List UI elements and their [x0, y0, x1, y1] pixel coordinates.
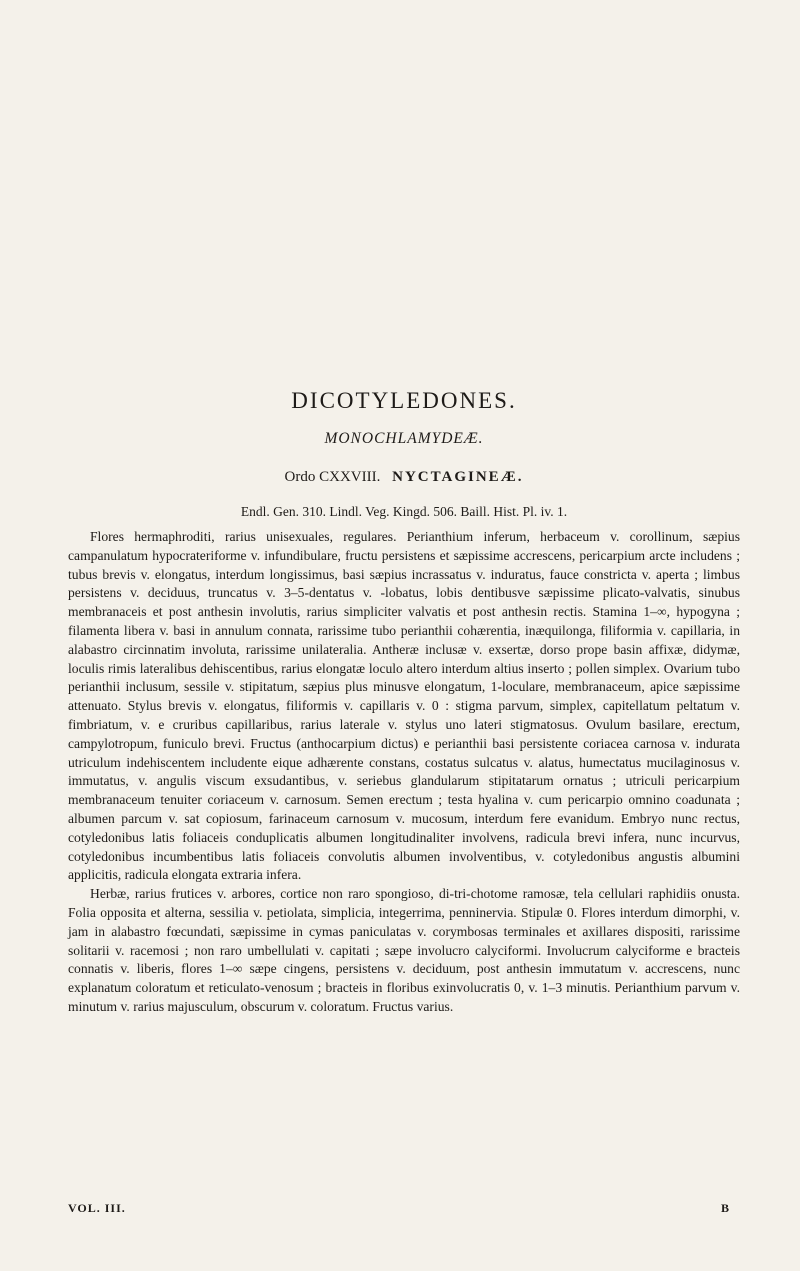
- page-heading: DICOTYLEDONES.: [291, 388, 517, 413]
- page-subheading: MONOCHLAMYDEÆ.: [324, 430, 484, 447]
- signature-mark: B: [720, 1201, 730, 1215]
- paragraph: Flores hermaphroditi, rarius unisexuales, regulares. Perianthium inferum, herbaceum v. corollinum, sæpius campanulatum hypocrateriforme v. infundibulare, fructu persistens et sæpissime accrescens, pericarpium arcte includens ; tubus brevis v. elongatus, interdum longissimus, basi sæpius incrassatus v. induratus, fauce constricta v. aperta ; limbus persistens v. deciduus, truncatus v. 3–5-dentatus v. -lobatus, lobis dentibusve sæpissime plicato-valvatis, sinubus membranaceis et post anthesin involutis, rarius simpliciter valvatis et post anthesin rectis. Stamina 1–∞, hypogyna ; filamenta libera v. basi in annulum connata, rarissime tubo perianthii cohærentia, inæquilonga, filiformia v. capillaria, in alabastro circinnatim involuta, rarissime unilateralia. Antheræ inclusæ v. exsertæ, dorso prope basin affixæ, didymæ, loculis rimis lateralibus dehiscentibus, rarius elongatæ loculo altero interdum altius inserto ; pollen simplex. Ovarium tubo perianthii inclusum, sessile v. stipitatum, sæpius plus minusve elongatum, 1-loculare, membranaceum, apice sæpissime attenuato. Stylus brevis v. elongatus, filiformis v. capillaris v. 0 : stigma parvum, simplex, capitellatum peltatum v. fimbriatum, v. e cruribus capillaribus, rarius laterale v. stylus uno lateri stigmatosus. Ovulum basilare, erectum, campylotropum, funiculo brevi. Fructus (anthocarpium dictus) e perianthii basi persistente coriacea carnosa v. indurata utriculum indehiscentem includente eique adhærente constans, costatus sulcatus v. alatus, humectatus mucilaginosus v. immutatus, v. angulis viscum exsudantibus, v. seriebus glandularum stipitatarum ornatus ; utriculi pericarpium membranaceum tenuiter coriaceum v. carnosum. Semen erectum ; testa hyalina v. cum pericarpio omnino coadunata ; albumen parcum v. sat copiosum, farinaceum carnosum v. mucosum, interdum fere evanidum. Embryo nunc rectus, cotyledonibus latis foliaceis conduplicatis albumen longitudinaliter involvens, radicula brevi infera, nunc incurvus, cotyledonibus incumbentibus latis foliaceis convolutis albumen involventibus, v. cotyledonibus angustis albumini applicitis, radicula elongata extraria infera.: [68, 529, 740, 883]
- body-text: [68, 528, 740, 1017]
- order-label: Ordo CXXVIII.: [284, 469, 381, 485]
- page-footer: [68, 1201, 740, 1216]
- volume-label: VOL. III.: [68, 1201, 126, 1215]
- paragraph: Herbæ, rarius frutices v. arbores, cortice non raro spongioso, di-tri-chotome ramosæ, tela cellulari raphidiis onusta. Folia opposita et alterna, sessilia v. petiolata, simplicia, integerrima, penninervia. Stipulæ 0. Flores interdum dimorphi, v. jam in alabastro fœcundati, sæpissime in cymas paniculatas v. corymbosas terminales et axillares dispositi, rarissime solitarii v. racemosi ; non raro umbellulati v. capitati ; sæpe involucro calyciformi. Involucrum calyciforme e bracteis connatis v. liberis, flores 1–∞ sæpe cingens, persistens v. deciduum, post anthesin immutatum v. accrescens, nunc explanatum coloratum et reticulato-venosum ; bracteis in floribus exinvolucratis 0, v. 1–3 minutis. Perianthium parvum v. minutum v. rarius majusculum, obscurum v. coloratum. Fructus varius.: [68, 886, 740, 1014]
- order-heading: [68, 469, 740, 486]
- references-line: Endl. Gen. 310. Lindl. Veg. Kingd. 506. Baill. Hist. Pl. iv. 1.: [240, 504, 568, 519]
- family-name: NYCTAGINEÆ.: [392, 469, 524, 485]
